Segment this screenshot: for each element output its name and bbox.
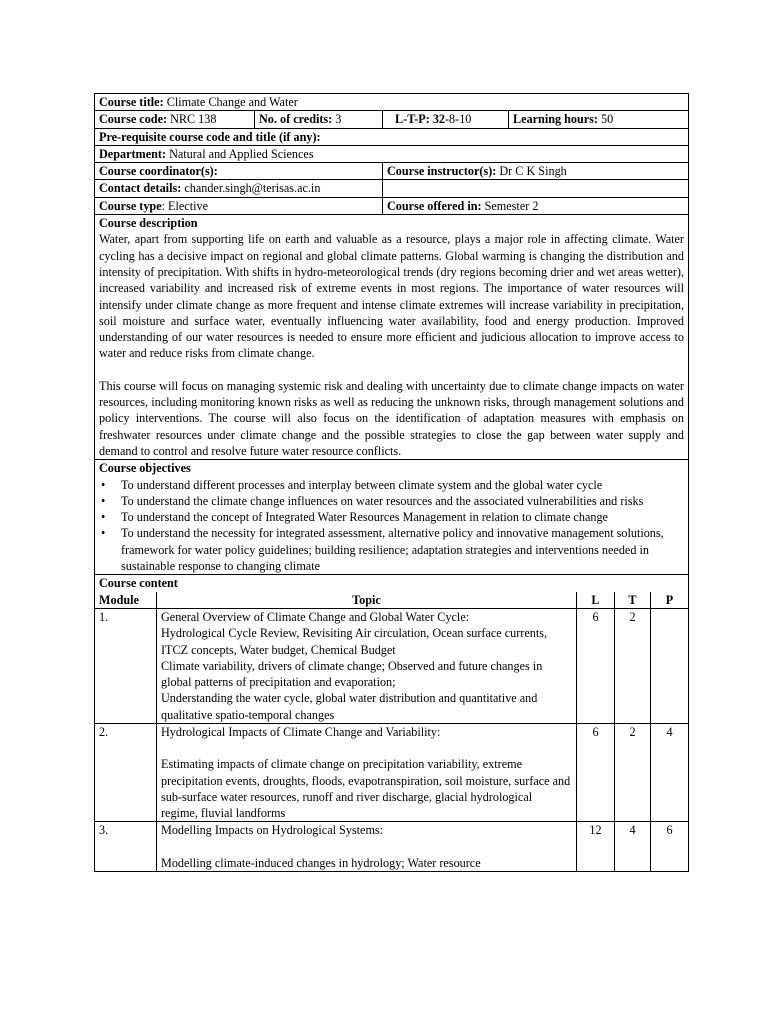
coordinator-label: Course coordinator(s): bbox=[99, 164, 218, 179]
module-column-header: Module bbox=[95, 592, 157, 609]
course-content-table bbox=[94, 592, 689, 872]
tutorial-hours: 4 bbox=[615, 822, 651, 872]
prerequisite-row bbox=[95, 128, 689, 145]
tutorial-hours: 2 bbox=[615, 608, 651, 723]
module-number: 3. bbox=[95, 822, 157, 872]
description-row bbox=[95, 215, 689, 460]
module-line: Modelling climate-induced changes in hydrology; Water resource bbox=[161, 855, 481, 870]
course-type-value: : Elective bbox=[161, 198, 208, 213]
department-value: Natural and Applied Sciences bbox=[169, 146, 314, 161]
learning-hours-label: Learning hours: bbox=[513, 112, 598, 127]
objective-item: • To understand different processes and interplay between climate system and the global water cycle bbox=[99, 477, 684, 493]
ltp-label: L-T-P: bbox=[395, 112, 430, 127]
module-row-3 bbox=[95, 822, 689, 872]
module-number: 2. bbox=[95, 723, 157, 821]
objective-item: • To understand the concept of Integrated Water Resources Management in relation to climate change bbox=[99, 509, 684, 525]
course-code-label: Course code: bbox=[99, 112, 168, 127]
contact-label: Contact details: bbox=[99, 181, 182, 196]
objectives-heading: Course objectives bbox=[99, 461, 191, 476]
module-line: Understanding the water cycle, global water distribution and quantitative and qualitative spatio-temporal changes bbox=[161, 691, 538, 722]
module-title: Modelling Impacts on Hydrological Systems: bbox=[161, 823, 384, 838]
module-row-1 bbox=[95, 608, 689, 723]
topic-column-header: Topic bbox=[157, 592, 577, 609]
offered-label: Course offered in: bbox=[387, 198, 482, 213]
course-type-row bbox=[95, 197, 689, 214]
objectives-list bbox=[99, 477, 684, 575]
practical-hours: 4 bbox=[651, 723, 689, 821]
tutorial-column-header: T bbox=[615, 592, 651, 609]
offered-value: Semester 2 bbox=[484, 198, 539, 213]
module-title: Hydrological Impacts of Climate Change and Variability: bbox=[161, 724, 441, 739]
tutorial-hours: 2 bbox=[615, 723, 651, 821]
objective-item: • To understand the necessity for integrated assessment, alternative policy and innovative management solutions, framework for water policy guidelines; building resilience; adaptation strategies and interventions needed in sustainable response to changing climate bbox=[99, 525, 684, 574]
instructor-value: Dr C K Singh bbox=[499, 164, 567, 179]
module-number: 1. bbox=[95, 608, 157, 723]
content-heading: Course content bbox=[99, 576, 178, 591]
practical-hours: 6 bbox=[651, 822, 689, 872]
description-paragraph-1: Water, apart from supporting life on earth and valuable as a resource, plays a major role in affecting climate. Water cycling has a decisive impact on regional and global climate patterns. Global warming is changing the distribution and intensity of precipitation. With shifts in hydro-meteorological trends (dry regions becoming drier and wet areas wetter), increased variability and increased risk of extreme events in most regions. The importance of water resources will intensify under climate change as more frequent and intense climate extremes will increase variability in precipitation, soil moisture and surface water, eventually influencing water availability, food and energy production. Improved understanding of our water resources is needed to ensure more efficient and judicious allocation to improve access to water and reduce risks from climate change. bbox=[99, 232, 684, 361]
content-heading-row bbox=[95, 575, 689, 592]
module-line: Estimating impacts of climate change on precipitation variability, extreme precipitation events, droughts, floods, evapotranspiration, soil moisture, surface and sub-surface water resources, runoff and river discharge, glacial hydrological regime, fluvial landforms bbox=[161, 757, 571, 821]
practical-hours bbox=[651, 608, 689, 723]
instructor-label: Course instructor(s): bbox=[387, 164, 497, 179]
credits-value: 3 bbox=[335, 112, 342, 127]
description-paragraph-2: This course will focus on managing systemic risk and dealing with uncertainty due to climate change impacts on water resources, including monitoring known risks as well as reducing the unknown risks, through management solutions and policy interventions. The course will also focus on the identification of adaptation measures with emphasis on freshwater resources under climate change and the possible strategies to close the gap between water supply and demand to control and resolve future water resource conflicts. bbox=[99, 378, 684, 458]
objective-item: • To understand the climate change influences on water resources and the associated vulnerabilities and risks bbox=[99, 493, 684, 509]
course-code-value: NRC 138 bbox=[170, 112, 217, 127]
lecture-column-header: L bbox=[577, 592, 615, 609]
course-title-value: Climate Change and Water bbox=[166, 95, 298, 109]
description-heading: Course description bbox=[99, 216, 198, 231]
coordinator-row bbox=[95, 163, 689, 180]
learning-hours-value: 50 bbox=[601, 112, 614, 127]
ltp-lead: 32 bbox=[432, 112, 445, 127]
content-header-row bbox=[95, 592, 689, 609]
course-title-label: Course title: bbox=[99, 95, 164, 109]
course-title-row bbox=[95, 94, 689, 111]
department-row bbox=[95, 145, 689, 162]
ltp-value: -8-10 bbox=[445, 112, 472, 127]
prerequisite-label: Pre-requisite course code and title (if any): bbox=[99, 129, 321, 144]
module-title: General Overview of Climate Change and Global Water Cycle: bbox=[161, 609, 470, 624]
lecture-hours: 12 bbox=[577, 822, 615, 872]
module-line: Hydrological Cycle Review, Revisiting Air circulation, Ocean surface currents, ITCZ concepts, Water budget, Chemical Budget bbox=[161, 626, 548, 657]
contact-value: chander.singh@terisas.ac.in bbox=[184, 181, 321, 196]
department-label: Department: bbox=[99, 146, 167, 161]
lecture-hours: 6 bbox=[577, 723, 615, 821]
module-line: Climate variability, drivers of climate change; Observed and future changes in global patterns of precipitation and evaporation; bbox=[161, 658, 543, 690]
lecture-hours: 6 bbox=[577, 608, 615, 723]
contact-row bbox=[95, 180, 689, 197]
module-row-2 bbox=[95, 723, 689, 821]
course-document bbox=[94, 93, 688, 872]
practical-column-header: P bbox=[651, 592, 689, 609]
credits-label: No. of credits: bbox=[259, 112, 333, 127]
course-type-label: Course type bbox=[99, 198, 162, 213]
course-code-row bbox=[95, 111, 689, 128]
objectives-row bbox=[95, 460, 689, 575]
course-info-table bbox=[94, 93, 689, 592]
